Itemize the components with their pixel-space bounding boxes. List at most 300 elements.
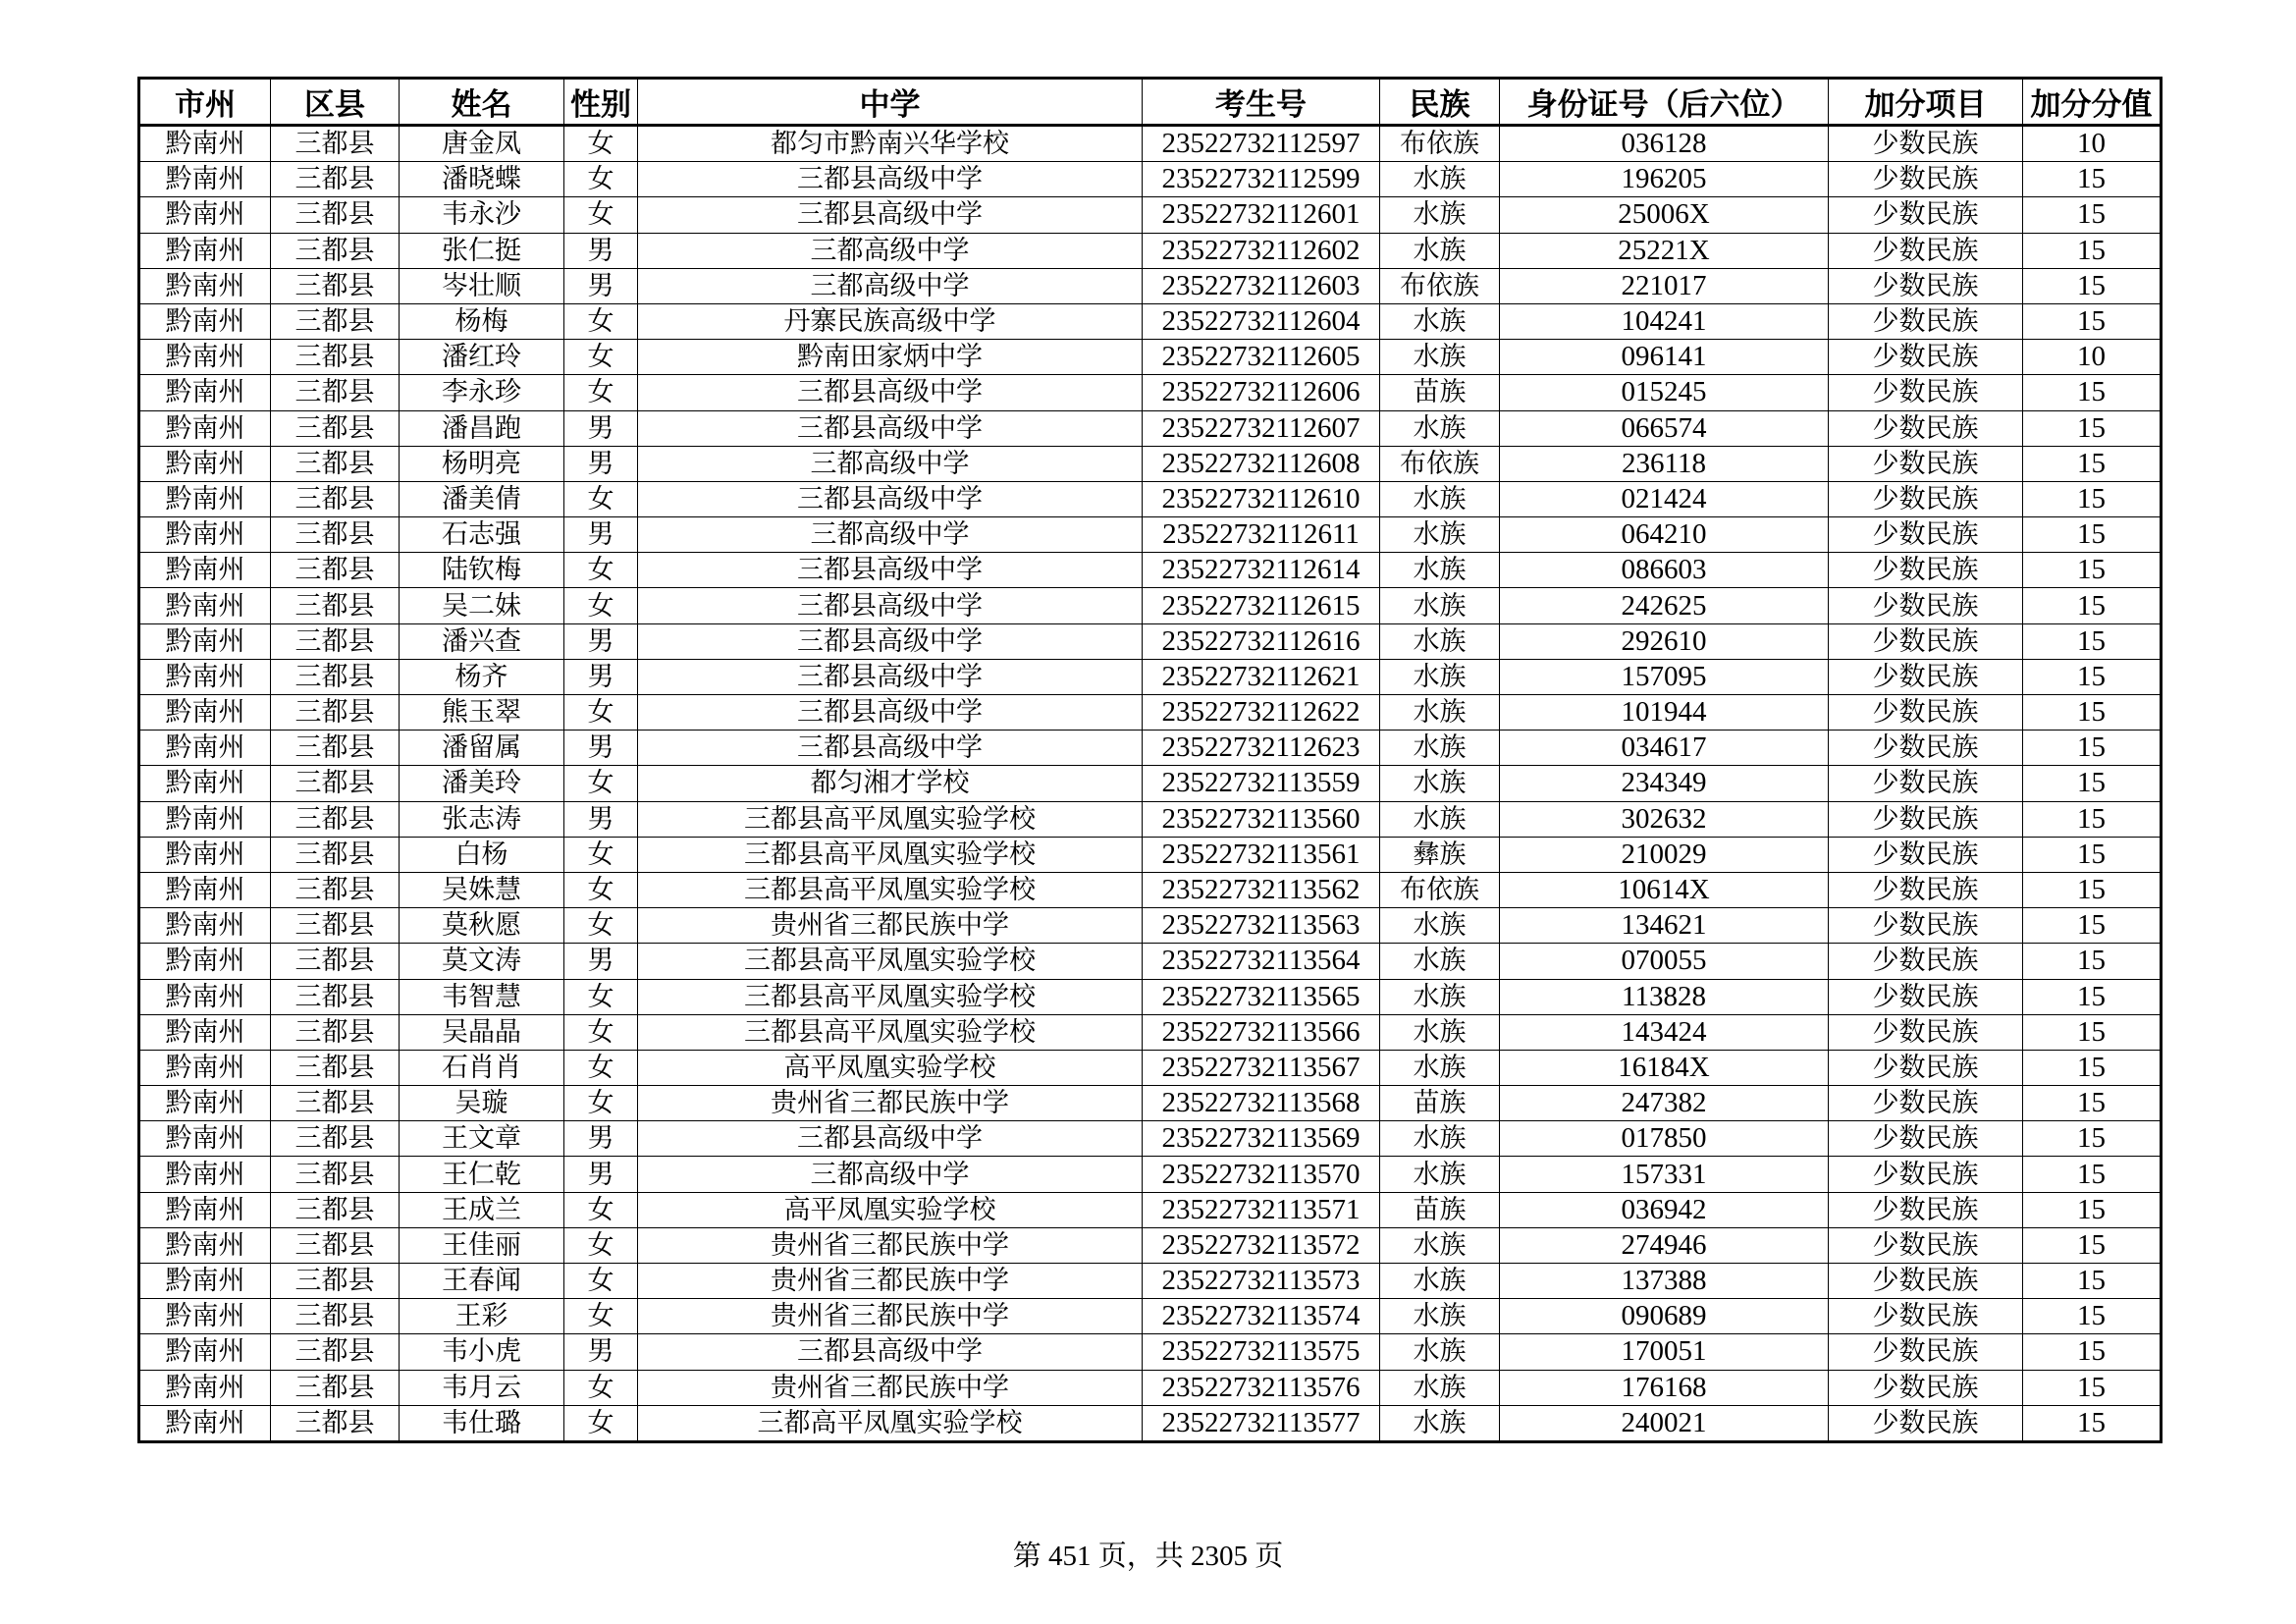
cell-county: 三都县 <box>271 1370 400 1405</box>
cell-bonus-value: 15 <box>2023 979 2162 1014</box>
cell-bonus-item: 少数民族 <box>1829 481 2023 516</box>
cell-exam-id: 23522732113562 <box>1143 872 1380 907</box>
cell-gender: 男 <box>564 944 638 979</box>
cell-county: 三都县 <box>271 197 400 233</box>
cell-exam-id: 23522732113575 <box>1143 1334 1380 1370</box>
cell-exam-id: 23522732113574 <box>1143 1299 1380 1334</box>
cell-bonus-value: 15 <box>2023 908 2162 944</box>
cell-county: 三都县 <box>271 1086 400 1121</box>
cell-id-last-six: 101944 <box>1500 695 1829 731</box>
cell-bonus-item: 少数民族 <box>1829 446 2023 481</box>
cell-bonus-value: 15 <box>2023 588 2162 623</box>
cell-city: 黔南州 <box>139 1334 271 1370</box>
cell-id-last-six: 25221X <box>1500 233 1829 268</box>
cell-gender: 女 <box>564 1299 638 1334</box>
cell-name: 潘留属 <box>400 731 564 766</box>
table-row <box>139 872 2162 907</box>
cell-ethnicity: 水族 <box>1380 1334 1500 1370</box>
cell-exam-id: 23522732113570 <box>1143 1157 1380 1192</box>
cell-bonus-item: 少数民族 <box>1829 340 2023 375</box>
cell-exam-id: 23522732112602 <box>1143 233 1380 268</box>
cell-school: 贵州省三都民族中学 <box>638 1086 1143 1121</box>
cell-city: 黔南州 <box>139 446 271 481</box>
cell-id-last-six: 086603 <box>1500 553 1829 588</box>
cell-bonus-value: 10 <box>2023 340 2162 375</box>
cell-name: 莫文涛 <box>400 944 564 979</box>
cell-city: 黔南州 <box>139 588 271 623</box>
cell-school: 三都县高平凤凰实验学校 <box>638 1014 1143 1050</box>
cell-gender: 男 <box>564 517 638 553</box>
cell-name: 潘美倩 <box>400 481 564 516</box>
cell-school: 三都高级中学 <box>638 233 1143 268</box>
cell-school: 三都高级中学 <box>638 1157 1143 1192</box>
cell-county: 三都县 <box>271 837 400 872</box>
cell-gender: 女 <box>564 872 638 907</box>
cell-name: 熊玉翠 <box>400 695 564 731</box>
cell-school: 三都县高级中学 <box>638 481 1143 516</box>
cell-bonus-value: 15 <box>2023 268 2162 303</box>
cell-bonus-value: 15 <box>2023 1086 2162 1121</box>
cell-bonus-value: 15 <box>2023 410 2162 446</box>
table-row <box>139 731 2162 766</box>
table-row <box>139 481 2162 516</box>
cell-id-last-six: 292610 <box>1500 623 1829 659</box>
cell-bonus-item: 少数民族 <box>1829 731 2023 766</box>
cell-name: 杨明亮 <box>400 446 564 481</box>
cell-city: 黔南州 <box>139 1299 271 1334</box>
cell-gender: 女 <box>564 1192 638 1227</box>
cell-ethnicity: 苗族 <box>1380 1086 1500 1121</box>
cell-bonus-item: 少数民族 <box>1829 233 2023 268</box>
cell-city: 黔南州 <box>139 162 271 197</box>
cell-city: 黔南州 <box>139 1014 271 1050</box>
cell-school: 贵州省三都民族中学 <box>638 1299 1143 1334</box>
cell-exam-id: 23522732112622 <box>1143 695 1380 731</box>
table-row <box>139 340 2162 375</box>
cell-county: 三都县 <box>271 1299 400 1334</box>
cell-school: 三都县高级中学 <box>638 410 1143 446</box>
cell-bonus-item: 少数民族 <box>1829 162 2023 197</box>
table-row <box>139 197 2162 233</box>
cell-city: 黔南州 <box>139 303 271 339</box>
cell-gender: 女 <box>564 340 638 375</box>
table-row <box>139 1264 2162 1299</box>
cell-school: 三都县高级中学 <box>638 197 1143 233</box>
cell-exam-id: 23522732113573 <box>1143 1264 1380 1299</box>
cell-county: 三都县 <box>271 659 400 694</box>
cell-name: 潘红玲 <box>400 340 564 375</box>
cell-ethnicity: 水族 <box>1380 801 1500 837</box>
cell-city: 黔南州 <box>139 268 271 303</box>
cell-county: 三都县 <box>271 623 400 659</box>
cell-ethnicity: 水族 <box>1380 1370 1500 1405</box>
cell-gender: 女 <box>564 1227 638 1263</box>
cell-ethnicity: 水族 <box>1380 162 1500 197</box>
cell-school: 三都县高级中学 <box>638 588 1143 623</box>
table-row <box>139 126 2162 162</box>
cell-city: 黔南州 <box>139 553 271 588</box>
cell-id-last-six: 210029 <box>1500 837 1829 872</box>
cell-county: 三都县 <box>271 1264 400 1299</box>
cell-city: 黔南州 <box>139 375 271 410</box>
cell-ethnicity: 水族 <box>1380 1405 1500 1441</box>
cell-bonus-item: 少数民族 <box>1829 1192 2023 1227</box>
header-bonus-value: 加分分值 <box>2023 79 2162 126</box>
cell-id-last-six: 10614X <box>1500 872 1829 907</box>
cell-exam-id: 23522732113569 <box>1143 1121 1380 1157</box>
cell-bonus-item: 少数民族 <box>1829 1014 2023 1050</box>
cell-county: 三都县 <box>271 481 400 516</box>
cell-name: 韦小虎 <box>400 1334 564 1370</box>
cell-bonus-item: 少数民族 <box>1829 1299 2023 1334</box>
cell-school: 三都县高平凤凰实验学校 <box>638 837 1143 872</box>
cell-exam-id: 23522732113572 <box>1143 1227 1380 1263</box>
cell-city: 黔南州 <box>139 908 271 944</box>
cell-gender: 女 <box>564 979 638 1014</box>
cell-bonus-item: 少数民族 <box>1829 517 2023 553</box>
cell-school: 贵州省三都民族中学 <box>638 908 1143 944</box>
cell-name: 张仁挺 <box>400 233 564 268</box>
cell-gender: 女 <box>564 1086 638 1121</box>
cell-id-last-six: 157095 <box>1500 659 1829 694</box>
cell-bonus-value: 15 <box>2023 1299 2162 1334</box>
cell-ethnicity: 水族 <box>1380 340 1500 375</box>
cell-gender: 男 <box>564 410 638 446</box>
cell-school: 三都高级中学 <box>638 517 1143 553</box>
cell-name: 杨梅 <box>400 303 564 339</box>
cell-city: 黔南州 <box>139 1405 271 1441</box>
cell-id-last-six: 066574 <box>1500 410 1829 446</box>
cell-county: 三都县 <box>271 340 400 375</box>
cell-city: 黔南州 <box>139 410 271 446</box>
cell-bonus-value: 15 <box>2023 801 2162 837</box>
cell-bonus-item: 少数民族 <box>1829 659 2023 694</box>
cell-bonus-value: 15 <box>2023 1227 2162 1263</box>
header-bonus-item: 加分项目 <box>1829 79 2023 126</box>
table-row <box>139 979 2162 1014</box>
cell-gender: 女 <box>564 837 638 872</box>
cell-exam-id: 23522732112599 <box>1143 162 1380 197</box>
cell-name: 石肖肖 <box>400 1050 564 1085</box>
cell-exam-id: 23522732112621 <box>1143 659 1380 694</box>
cell-exam-id: 23522732113561 <box>1143 837 1380 872</box>
cell-city: 黔南州 <box>139 1086 271 1121</box>
cell-name: 陆钦梅 <box>400 553 564 588</box>
table-row <box>139 1014 2162 1050</box>
header-name: 姓名 <box>400 79 564 126</box>
cell-exam-id: 23522732113564 <box>1143 944 1380 979</box>
cell-bonus-item: 少数民族 <box>1829 979 2023 1014</box>
cell-school: 三都高平凤凰实验学校 <box>638 1405 1143 1441</box>
cell-school: 三都县高平凤凰实验学校 <box>638 979 1143 1014</box>
cell-id-last-six: 234349 <box>1500 766 1829 801</box>
cell-name: 岑壮顺 <box>400 268 564 303</box>
cell-name: 石志强 <box>400 517 564 553</box>
cell-exam-id: 23522732113576 <box>1143 1370 1380 1405</box>
cell-gender: 男 <box>564 1121 638 1157</box>
cell-gender: 男 <box>564 623 638 659</box>
cell-exam-id: 23522732112606 <box>1143 375 1380 410</box>
table-row <box>139 766 2162 801</box>
cell-exam-id: 23522732112597 <box>1143 126 1380 162</box>
cell-exam-id: 23522732112616 <box>1143 623 1380 659</box>
cell-ethnicity: 水族 <box>1380 1299 1500 1334</box>
cell-gender: 女 <box>564 766 638 801</box>
cell-city: 黔南州 <box>139 340 271 375</box>
table-row <box>139 375 2162 410</box>
cell-id-last-six: 036942 <box>1500 1192 1829 1227</box>
cell-bonus-value: 15 <box>2023 446 2162 481</box>
cell-school: 贵州省三都民族中学 <box>638 1227 1143 1263</box>
cell-bonus-value: 15 <box>2023 1370 2162 1405</box>
cell-ethnicity: 水族 <box>1380 1121 1500 1157</box>
cell-ethnicity: 水族 <box>1380 197 1500 233</box>
table-row <box>139 1370 2162 1405</box>
cell-ethnicity: 布依族 <box>1380 446 1500 481</box>
cell-school: 三都县高平凤凰实验学校 <box>638 872 1143 907</box>
cell-city: 黔南州 <box>139 1050 271 1085</box>
table-row <box>139 944 2162 979</box>
cell-id-last-six: 090689 <box>1500 1299 1829 1334</box>
cell-city: 黔南州 <box>139 801 271 837</box>
cell-bonus-item: 少数民族 <box>1829 1157 2023 1192</box>
bonus-points-table <box>137 77 2163 1443</box>
cell-bonus-item: 少数民族 <box>1829 268 2023 303</box>
cell-bonus-item: 少数民族 <box>1829 553 2023 588</box>
cell-ethnicity: 水族 <box>1380 1264 1500 1299</box>
table-row <box>139 517 2162 553</box>
cell-bonus-value: 15 <box>2023 303 2162 339</box>
cell-exam-id: 23522732112608 <box>1143 446 1380 481</box>
cell-exam-id: 23522732112611 <box>1143 517 1380 553</box>
cell-ethnicity: 水族 <box>1380 944 1500 979</box>
cell-city: 黔南州 <box>139 1121 271 1157</box>
cell-exam-id: 23522732112601 <box>1143 197 1380 233</box>
cell-ethnicity: 水族 <box>1380 1157 1500 1192</box>
cell-school: 贵州省三都民族中学 <box>638 1370 1143 1405</box>
table-row <box>139 446 2162 481</box>
cell-name: 王文章 <box>400 1121 564 1157</box>
cell-county: 三都县 <box>271 553 400 588</box>
cell-bonus-item: 少数民族 <box>1829 1050 2023 1085</box>
cell-city: 黔南州 <box>139 1192 271 1227</box>
cell-gender: 女 <box>564 162 638 197</box>
cell-bonus-item: 少数民族 <box>1829 801 2023 837</box>
cell-id-last-six: 096141 <box>1500 340 1829 375</box>
header-city: 市州 <box>139 79 271 126</box>
cell-name: 王春闻 <box>400 1264 564 1299</box>
table-row <box>139 837 2162 872</box>
table-row <box>139 1086 2162 1121</box>
cell-school: 三都县高级中学 <box>638 553 1143 588</box>
cell-bonus-value: 15 <box>2023 837 2162 872</box>
cell-exam-id: 23522732113571 <box>1143 1192 1380 1227</box>
cell-exam-id: 23522732113565 <box>1143 979 1380 1014</box>
table-row <box>139 1121 2162 1157</box>
cell-bonus-value: 15 <box>2023 731 2162 766</box>
cell-ethnicity: 布依族 <box>1380 872 1500 907</box>
cell-school: 三都县高级中学 <box>638 659 1143 694</box>
cell-name: 王佳丽 <box>400 1227 564 1263</box>
cell-county: 三都县 <box>271 766 400 801</box>
cell-bonus-value: 10 <box>2023 126 2162 162</box>
cell-county: 三都县 <box>271 268 400 303</box>
cell-name: 李永珍 <box>400 375 564 410</box>
cell-school: 三都县高级中学 <box>638 695 1143 731</box>
cell-ethnicity: 水族 <box>1380 233 1500 268</box>
cell-bonus-value: 15 <box>2023 481 2162 516</box>
cell-county: 三都县 <box>271 410 400 446</box>
cell-gender: 女 <box>564 197 638 233</box>
cell-id-last-six: 274946 <box>1500 1227 1829 1263</box>
cell-ethnicity: 苗族 <box>1380 375 1500 410</box>
cell-city: 黔南州 <box>139 1157 271 1192</box>
cell-school: 三都县高级中学 <box>638 162 1143 197</box>
cell-gender: 男 <box>564 233 638 268</box>
cell-bonus-item: 少数民族 <box>1829 766 2023 801</box>
cell-bonus-item: 少数民族 <box>1829 1334 2023 1370</box>
cell-school: 都匀湘才学校 <box>638 766 1143 801</box>
cell-county: 三都县 <box>271 695 400 731</box>
cell-city: 黔南州 <box>139 766 271 801</box>
cell-exam-id: 23522732112610 <box>1143 481 1380 516</box>
cell-ethnicity: 水族 <box>1380 1050 1500 1085</box>
cell-county: 三都县 <box>271 1050 400 1085</box>
cell-id-last-six: 196205 <box>1500 162 1829 197</box>
cell-county: 三都县 <box>271 1334 400 1370</box>
cell-ethnicity: 水族 <box>1380 659 1500 694</box>
cell-ethnicity: 水族 <box>1380 410 1500 446</box>
table-row <box>139 1227 2162 1263</box>
table-body <box>139 126 2162 1442</box>
cell-ethnicity: 水族 <box>1380 481 1500 516</box>
cell-county: 三都县 <box>271 1157 400 1192</box>
cell-exam-id: 23522732113559 <box>1143 766 1380 801</box>
cell-exam-id: 23522732112615 <box>1143 588 1380 623</box>
cell-name: 吴晶晶 <box>400 1014 564 1050</box>
cell-school: 三都县高级中学 <box>638 1121 1143 1157</box>
cell-name: 张志涛 <box>400 801 564 837</box>
cell-bonus-item: 少数民族 <box>1829 375 2023 410</box>
cell-bonus-item: 少数民族 <box>1829 1086 2023 1121</box>
cell-bonus-value: 15 <box>2023 1050 2162 1085</box>
cell-name: 王彩 <box>400 1299 564 1334</box>
cell-name: 韦智慧 <box>400 979 564 1014</box>
cell-name: 吴姝慧 <box>400 872 564 907</box>
cell-bonus-item: 少数民族 <box>1829 623 2023 659</box>
cell-city: 黔南州 <box>139 944 271 979</box>
cell-bonus-value: 15 <box>2023 517 2162 553</box>
cell-name: 王成兰 <box>400 1192 564 1227</box>
cell-ethnicity: 水族 <box>1380 731 1500 766</box>
cell-id-last-six: 070055 <box>1500 944 1829 979</box>
cell-school: 三都高级中学 <box>638 446 1143 481</box>
cell-county: 三都县 <box>271 731 400 766</box>
cell-bonus-item: 少数民族 <box>1829 944 2023 979</box>
table-row <box>139 1050 2162 1085</box>
header-ethnicity: 民族 <box>1380 79 1500 126</box>
cell-bonus-item: 少数民族 <box>1829 1227 2023 1263</box>
cell-ethnicity: 水族 <box>1380 303 1500 339</box>
cell-ethnicity: 布依族 <box>1380 268 1500 303</box>
cell-ethnicity: 水族 <box>1380 766 1500 801</box>
cell-id-last-six: 021424 <box>1500 481 1829 516</box>
cell-gender: 女 <box>564 375 638 410</box>
cell-exam-id: 23522732113568 <box>1143 1086 1380 1121</box>
cell-exam-id: 23522732113567 <box>1143 1050 1380 1085</box>
cell-id-last-six: 034617 <box>1500 731 1829 766</box>
cell-county: 三都县 <box>271 1405 400 1441</box>
cell-bonus-value: 15 <box>2023 197 2162 233</box>
table-row <box>139 695 2162 731</box>
cell-name: 唐金凤 <box>400 126 564 162</box>
cell-ethnicity: 水族 <box>1380 695 1500 731</box>
cell-city: 黔南州 <box>139 233 271 268</box>
cell-bonus-value: 15 <box>2023 872 2162 907</box>
cell-id-last-six: 221017 <box>1500 268 1829 303</box>
cell-exam-id: 23522732112604 <box>1143 303 1380 339</box>
cell-bonus-item: 少数民族 <box>1829 1405 2023 1441</box>
cell-city: 黔南州 <box>139 126 271 162</box>
table-row <box>139 1334 2162 1370</box>
cell-gender: 男 <box>564 1157 638 1192</box>
cell-bonus-value: 15 <box>2023 1121 2162 1157</box>
cell-gender: 男 <box>564 268 638 303</box>
cell-id-last-six: 302632 <box>1500 801 1829 837</box>
table-row <box>139 1192 2162 1227</box>
cell-bonus-item: 少数民族 <box>1829 1121 2023 1157</box>
cell-gender: 女 <box>564 1370 638 1405</box>
cell-id-last-six: 134621 <box>1500 908 1829 944</box>
header-exam-id: 考生号 <box>1143 79 1380 126</box>
cell-county: 三都县 <box>271 1227 400 1263</box>
cell-city: 黔南州 <box>139 197 271 233</box>
cell-ethnicity: 水族 <box>1380 623 1500 659</box>
cell-county: 三都县 <box>271 944 400 979</box>
cell-city: 黔南州 <box>139 623 271 659</box>
cell-county: 三都县 <box>271 1192 400 1227</box>
cell-county: 三都县 <box>271 979 400 1014</box>
cell-county: 三都县 <box>271 303 400 339</box>
cell-ethnicity: 彝族 <box>1380 837 1500 872</box>
table-row <box>139 659 2162 694</box>
table-row <box>139 588 2162 623</box>
cell-city: 黔南州 <box>139 731 271 766</box>
cell-bonus-item: 少数民族 <box>1829 410 2023 446</box>
cell-gender: 女 <box>564 303 638 339</box>
cell-gender: 女 <box>564 1014 638 1050</box>
table-row <box>139 233 2162 268</box>
cell-gender: 女 <box>564 588 638 623</box>
cell-city: 黔南州 <box>139 481 271 516</box>
table-row <box>139 268 2162 303</box>
cell-gender: 男 <box>564 659 638 694</box>
cell-exam-id: 23522732112607 <box>1143 410 1380 446</box>
cell-id-last-six: 176168 <box>1500 1370 1829 1405</box>
cell-id-last-six: 015245 <box>1500 375 1829 410</box>
cell-gender: 男 <box>564 801 638 837</box>
cell-bonus-value: 15 <box>2023 1264 2162 1299</box>
cell-id-last-six: 16184X <box>1500 1050 1829 1085</box>
cell-name: 吴二妹 <box>400 588 564 623</box>
table-row <box>139 1299 2162 1334</box>
cell-county: 三都县 <box>271 517 400 553</box>
cell-county: 三都县 <box>271 446 400 481</box>
cell-id-last-six: 036128 <box>1500 126 1829 162</box>
cell-name: 韦永沙 <box>400 197 564 233</box>
cell-ethnicity: 水族 <box>1380 1227 1500 1263</box>
cell-bonus-value: 15 <box>2023 553 2162 588</box>
